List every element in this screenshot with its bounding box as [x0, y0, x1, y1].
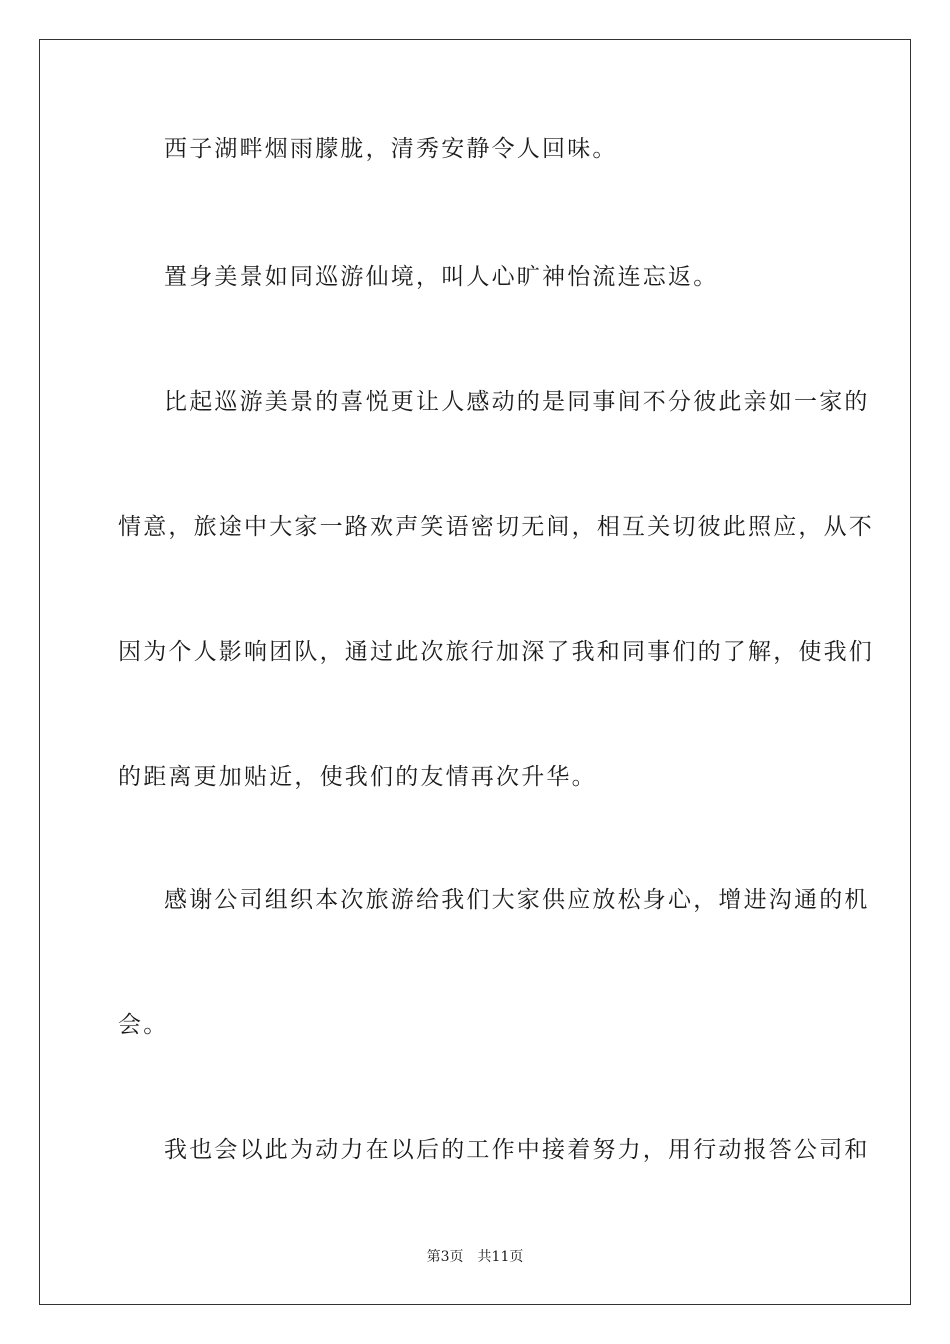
paragraph-line: 因为个人影响团队，通过此次旅行加深了我和同事们的了解，使我们 — [118, 639, 874, 665]
page-total: 共11页 — [477, 1249, 524, 1265]
paragraph-line: 感谢公司组织本次旅游给我们大家供应放松身心，增进沟通的机 — [164, 887, 870, 913]
page-number: 第3页 — [426, 1249, 464, 1265]
paragraph-line: 比起巡游美景的喜悦更让人感动的是同事间不分彼此亲如一家的 — [164, 389, 870, 415]
paragraph-line: 置身美景如同巡游仙境，叫人心旷神怡流连忘返。 — [164, 264, 719, 290]
paragraph-line: 会。 — [118, 1012, 169, 1038]
page-footer — [0, 1247, 950, 1267]
page-border — [39, 39, 911, 1305]
paragraph-line: 我也会以此为动力在以后的工作中接着努力，用行动报答公司和 — [164, 1137, 870, 1163]
paragraph-line: 的距离更加贴近，使我们的友情再次升华。 — [118, 764, 597, 790]
paragraph-line: 情意，旅途中大家一路欢声笑语密切无间，相互关切彼此照应，从不 — [118, 514, 874, 540]
paragraph-line: 西子湖畔烟雨朦胧，清秀安静令人回味。 — [164, 136, 618, 162]
